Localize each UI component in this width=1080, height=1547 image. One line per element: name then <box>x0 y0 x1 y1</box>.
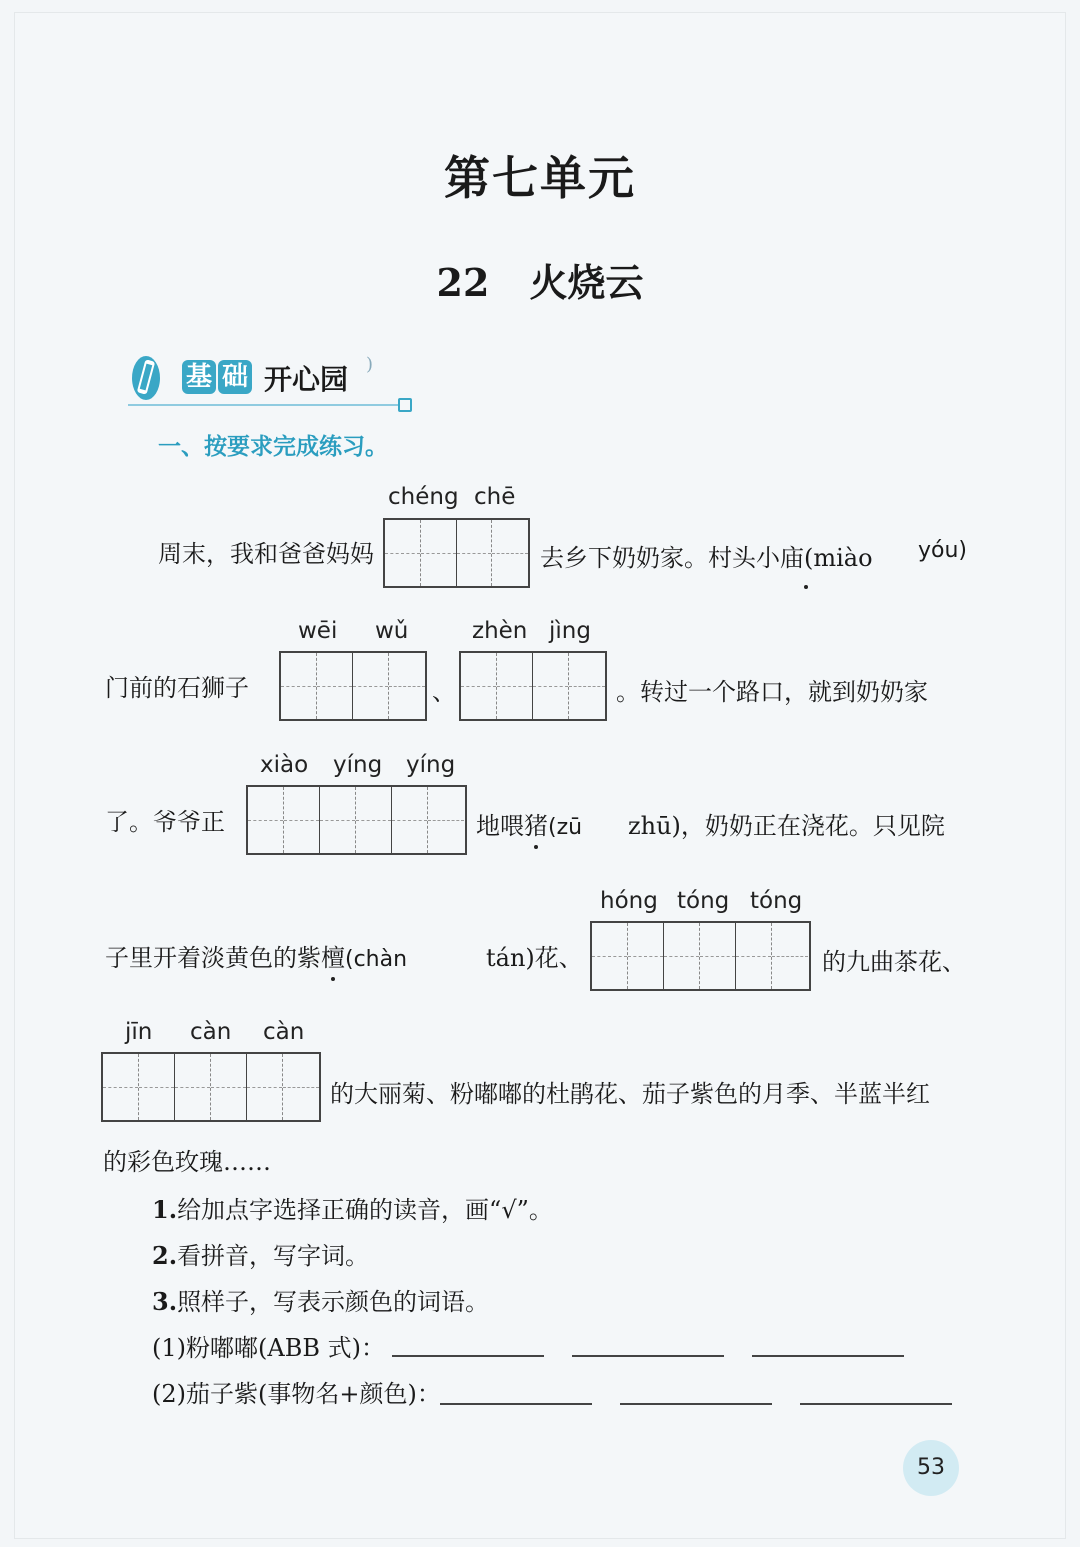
question-text: 照样子，写表示颜色的词语。 <box>177 1288 490 1316</box>
grid-cell[interactable] <box>175 1054 211 1120</box>
grid-cell[interactable] <box>736 923 772 989</box>
grid-cell[interactable] <box>392 787 428 853</box>
writing-grid-jincancan[interactable] <box>101 1052 321 1122</box>
lesson-title <box>0 252 1080 307</box>
section-header <box>118 342 418 412</box>
grid-cell[interactable] <box>103 1054 139 1120</box>
grid-cell[interactable] <box>281 653 317 719</box>
answer-blank[interactable] <box>620 1403 772 1405</box>
question-3 <box>152 1282 489 1317</box>
answer-blank[interactable] <box>752 1355 904 1357</box>
writing-grid-weiwu[interactable] <box>279 651 427 721</box>
lesson-name: 火烧云 <box>529 260 644 305</box>
grid-cell[interactable] <box>457 520 493 586</box>
grid-cell[interactable] <box>284 787 320 853</box>
lesson-number: 22 <box>436 260 490 305</box>
emphasis-char: 檀 <box>321 938 345 973</box>
grid-cell[interactable] <box>592 923 628 989</box>
passage-text: 周末，我和爸爸妈妈 <box>158 540 374 568</box>
passage-text: 地喂 <box>476 812 524 840</box>
writing-grid-zhenjing[interactable] <box>459 651 607 721</box>
section-underline <box>128 404 400 406</box>
exercise-instruction: 一、按要求完成练习。 <box>158 434 388 460</box>
pinyin: jīn <box>125 1019 153 1045</box>
question-2 <box>152 1236 369 1271</box>
grid-cell[interactable] <box>320 787 356 853</box>
writing-grid-hongtongtong[interactable] <box>590 921 811 991</box>
grid-cell[interactable] <box>664 923 700 989</box>
grid-cell[interactable] <box>283 1054 319 1120</box>
pencil-icon <box>128 352 164 402</box>
section-badge-1: 基 <box>182 360 216 394</box>
emphasis-char: 猪 <box>524 806 548 841</box>
emphasis-dot <box>796 579 816 581</box>
grid-cell[interactable] <box>139 1054 175 1120</box>
sound-wave-icon: ) <box>366 354 374 375</box>
passage-text: 。转过一个路口，就到奶奶家 <box>616 678 928 706</box>
passage-text: yóu) <box>918 538 968 563</box>
grid-cell[interactable] <box>428 787 464 853</box>
grid-cell[interactable] <box>353 653 389 719</box>
pinyin: xiào <box>260 752 309 778</box>
pinyin: càn <box>263 1019 305 1045</box>
pinyin: tóng <box>750 888 803 914</box>
passage-text: 的彩色玫瑰…… <box>103 1148 271 1176</box>
passage-text: 子里开着淡黄色的紫 <box>105 944 321 972</box>
grid-cell[interactable] <box>247 1054 283 1120</box>
pinyin: wēi <box>298 618 338 644</box>
section-badge-2: 础 <box>218 360 252 394</box>
passage-text: 去乡下奶奶家。村头小庙(miào <box>540 544 873 572</box>
question-number: 2. <box>152 1241 178 1270</box>
pinyin: jìng <box>549 618 591 644</box>
writing-grid-xiaoyingying[interactable] <box>246 785 467 855</box>
passage-text: 了。爷爷正 <box>105 808 225 836</box>
question-number: 1. <box>152 1195 178 1224</box>
answer-blank[interactable] <box>572 1355 724 1357</box>
question-3-2: (2)茄子紫(事物名+颜色)： <box>152 1380 441 1408</box>
pinyin: zhèn <box>472 618 528 644</box>
page-number: 53 <box>903 1440 959 1496</box>
grid-cell[interactable] <box>497 653 533 719</box>
pinyin: chéng <box>388 484 459 510</box>
grid-cell[interactable] <box>492 520 528 586</box>
grid-cell[interactable] <box>389 653 425 719</box>
section-label: 开心园 <box>264 363 349 396</box>
passage-text: 的九曲茶花、 <box>822 948 966 976</box>
grid-cell[interactable] <box>772 923 808 989</box>
answer-blank[interactable] <box>440 1403 592 1405</box>
question-1 <box>152 1190 553 1225</box>
grid-cell[interactable] <box>700 923 736 989</box>
pinyin-option: (chàn <box>345 947 408 972</box>
passage-text <box>476 806 582 841</box>
passage-text <box>105 938 407 973</box>
grid-cell[interactable] <box>533 653 569 719</box>
grid-cell[interactable] <box>317 653 353 719</box>
grid-cell[interactable] <box>211 1054 247 1120</box>
pinyin: wǔ <box>375 618 409 644</box>
question-3-1: (1)粉嘟嘟(ABB 式)： <box>152 1334 385 1362</box>
passage-text: tán)花、 <box>486 944 583 972</box>
grid-cell[interactable] <box>461 653 497 719</box>
passage-text: 的大丽菊、粉嘟嘟的杜鹃花、茄子紫色的月季、半蓝半红 <box>330 1080 930 1108</box>
pinyin: tóng <box>677 888 730 914</box>
section-end-marker <box>398 398 412 412</box>
question-number: 3. <box>152 1287 178 1316</box>
grid-cell[interactable] <box>385 520 421 586</box>
pinyin: hóng <box>600 888 658 914</box>
pinyin-option: (zū <box>548 815 583 840</box>
unit-title: 第七单元 <box>444 151 636 205</box>
grid-cell[interactable] <box>628 923 664 989</box>
question-text: 看拼音，写字词。 <box>177 1242 370 1270</box>
passage-text: 、 <box>432 678 456 706</box>
pinyin: càn <box>190 1019 232 1045</box>
pinyin: chē <box>474 484 516 510</box>
grid-cell[interactable] <box>421 520 457 586</box>
passage-text: 门前的石狮子 <box>105 674 249 702</box>
writing-grid-chengche[interactable] <box>383 518 530 588</box>
pinyin: yíng <box>406 752 456 778</box>
answer-blank[interactable] <box>392 1355 544 1357</box>
pinyin: yíng <box>333 752 383 778</box>
grid-cell[interactable] <box>569 653 605 719</box>
question-text: 给加点字选择正确的读音，画“√”。 <box>177 1196 553 1224</box>
passage-text: zhū)，奶奶正在浇花。只见院 <box>628 812 945 840</box>
grid-cell[interactable] <box>356 787 392 853</box>
answer-blank[interactable] <box>800 1403 952 1405</box>
grid-cell[interactable] <box>248 787 284 853</box>
